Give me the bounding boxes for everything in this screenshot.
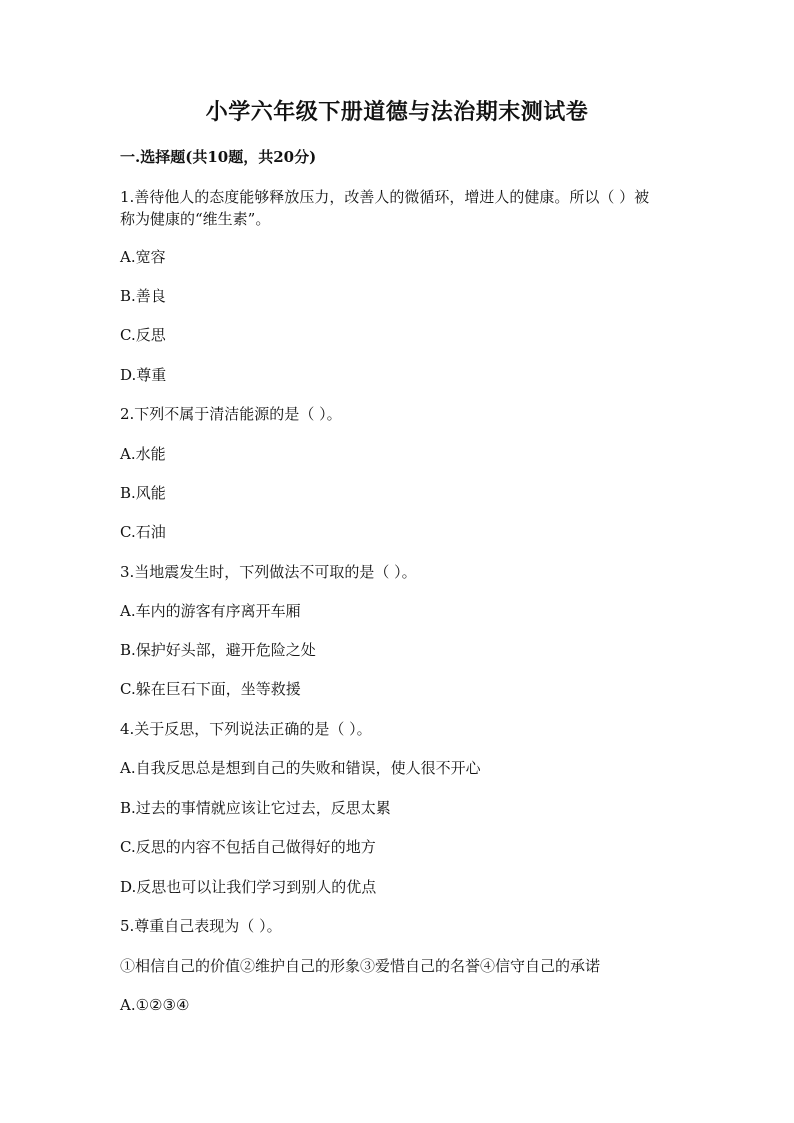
- question-4-stem: 4.关于反思，下列说法正确的是（ ）。: [120, 720, 372, 738]
- question-2-option-c: C.石油: [120, 523, 166, 541]
- question-3-stem: 3.当地震发生时，下列做法不可取的是（ ）。: [120, 563, 417, 581]
- question-3-option-c: C.躲在巨石下面，坐等救援: [120, 680, 301, 698]
- question-1-option-c: C.反思: [120, 326, 166, 344]
- page-title: 小学六年级下册道德与法治期末测试卷: [205, 99, 589, 125]
- question-1-option-a: A.宽容: [120, 248, 166, 266]
- question-4-option-d: D.反思也可以让我们学习到别人的优点: [120, 878, 377, 896]
- question-1-stem: 1.善待他人的态度能够释放压力，改善人的微循环，增进人的健康。所以（ ）被称为健康的“维生素”。: [120, 188, 650, 228]
- question-2-option-b: B.风能: [120, 484, 166, 502]
- question-3-option-a: A.车内的游客有序离开车厢: [120, 602, 301, 620]
- question-2-option-a: A.水能: [120, 445, 166, 463]
- question-4-option-b: B.过去的事情就应该让它过去，反思太累: [120, 799, 391, 817]
- question-1-option-d: D.尊重: [120, 366, 167, 384]
- question-4-option-c: C.反思的内容不包括自己做得好的地方: [120, 838, 376, 856]
- question-5-stem: 5.尊重自己表现为（ ）。: [120, 917, 282, 935]
- question-1-option-b: B.善良: [120, 287, 166, 305]
- question-2-stem: 2.下列不属于清洁能源的是（ ）。: [120, 405, 342, 423]
- section-title: 一.选择题(共10题，共20分): [120, 148, 317, 166]
- question-5-statements: ①相信自己的价值②维护自己的形象③爱惜自己的名誉④信守自己的承诺: [120, 957, 601, 975]
- question-4-option-a: A.自我反思总是想到自己的失败和错误，使人很不开心: [120, 759, 481, 777]
- question-3-option-b: B.保护好头部，避开危险之处: [120, 641, 316, 659]
- question-5-option-a: A.①②③④: [120, 996, 190, 1014]
